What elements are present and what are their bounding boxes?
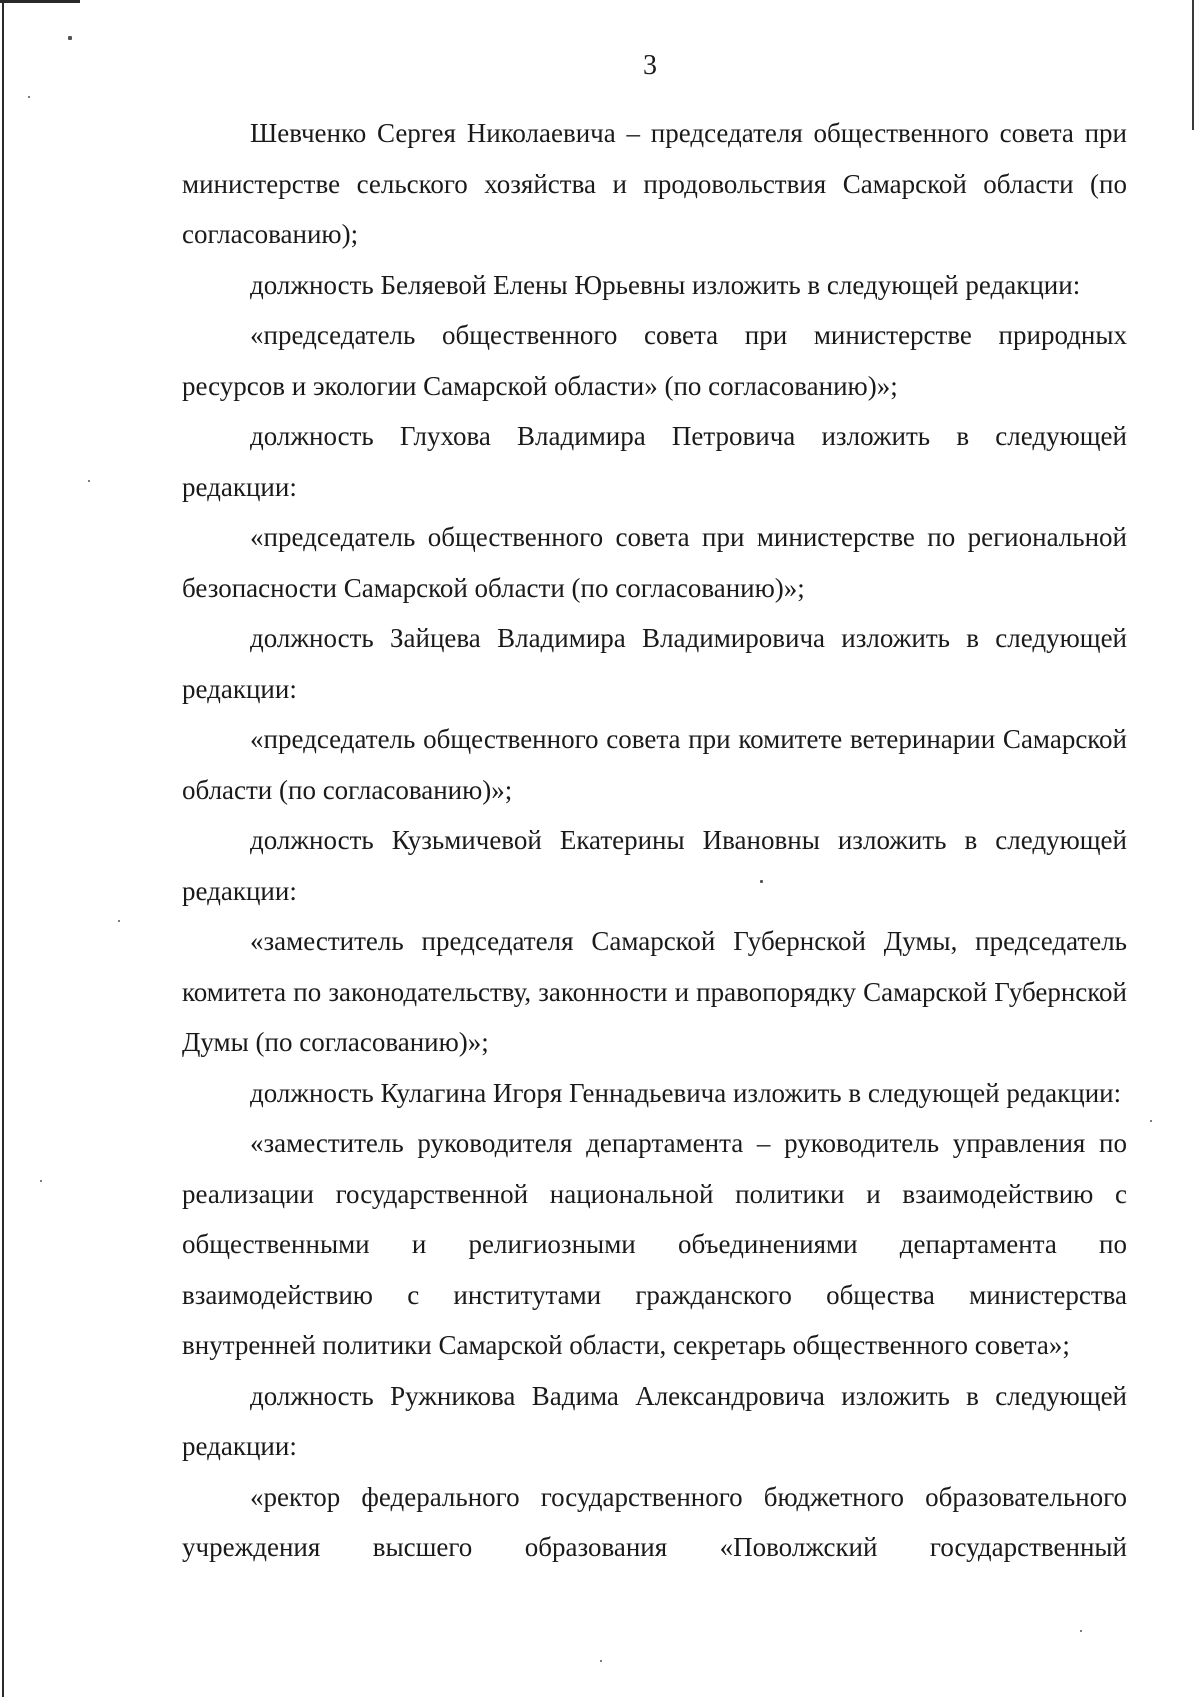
paragraph-belyaeva-new-text: «председатель общественного совета при министерстве природных ресурсов и экологии Самарской области» (по согласованию)»; [182,320,1127,401]
scan-speck [40,1180,42,1182]
paragraph-ruzhnikov-position: должность Ружникова Вадима Александровича изложить в следующей редакции: [182,1380,1127,1461]
page-number: 3 [643,50,657,81]
scan-speck [1080,1630,1082,1632]
paragraph-zaitsev-new-text: «председатель общественного совета при комитете ветеринарии Самарской области (по согласованию)»; [182,724,1127,805]
paragraph-kulagin-position: должность Кулагина Игоря Геннадьевича изложить в следующей редакции: [250,1077,1122,1108]
scan-edge-left [2,0,4,1697]
scan-speck [600,1660,602,1662]
document-body [182,108,1127,1573]
scan-speck [28,96,30,98]
scan-speck [88,480,90,482]
paragraph-kuzmicheva-position: должность Кузьмичевой Екатерины Ивановны изложить в следующей редакции: [182,825,1127,906]
paragraph-kulagin-new-text: «заместитель руководителя департамента – руководитель управления по реализации государственной национальной политики и взаимодействию с общественными и религиозными объединениями департамента по взаимодействию с институтами гражданского общества министерства внутренней политики Самарской области, секретарь общественного совета»; [182,1128,1127,1360]
paragraph-shevchenko: Шевченко Сергея Николаевича – председателя общественного совета при министерстве сельского хозяйства и продовольствия Самарской области (по согласованию); [182,118,1127,249]
scan-speck [760,880,763,883]
paragraph-ruzhnikov-new-text: «ректор федерального государственного бюджетного образовательного учреждения высшего образования «Поволжский государственный [182,1481,1127,1562]
paragraph-kuzmicheva-new-text: «заместитель председателя Самарской Губернской Думы, председатель комитета по законодательству, законности и правопорядку Самарской Губернской Думы (по согласованию)»; [182,926,1127,1057]
paragraph-belyaeva-position: должность Беляевой Елены Юрьевны изложить в следующей редакции: [250,269,1081,300]
paragraph-zaitsev-position: должность Зайцева Владимира Владимировича изложить в следующей редакции: [182,623,1127,704]
scan-speck [118,920,120,922]
scan-speck [68,36,72,40]
paragraph-glukhov-new-text: «председатель общественного совета при министерстве по региональной безопасности Самарской области (по согласованию)»; [182,522,1127,603]
scan-edge-top [0,0,80,3]
scan-speck [1150,1120,1152,1122]
paragraph-glukhov-position: должность Глухова Владимира Петровича изложить в следующей редакции: [182,421,1127,502]
